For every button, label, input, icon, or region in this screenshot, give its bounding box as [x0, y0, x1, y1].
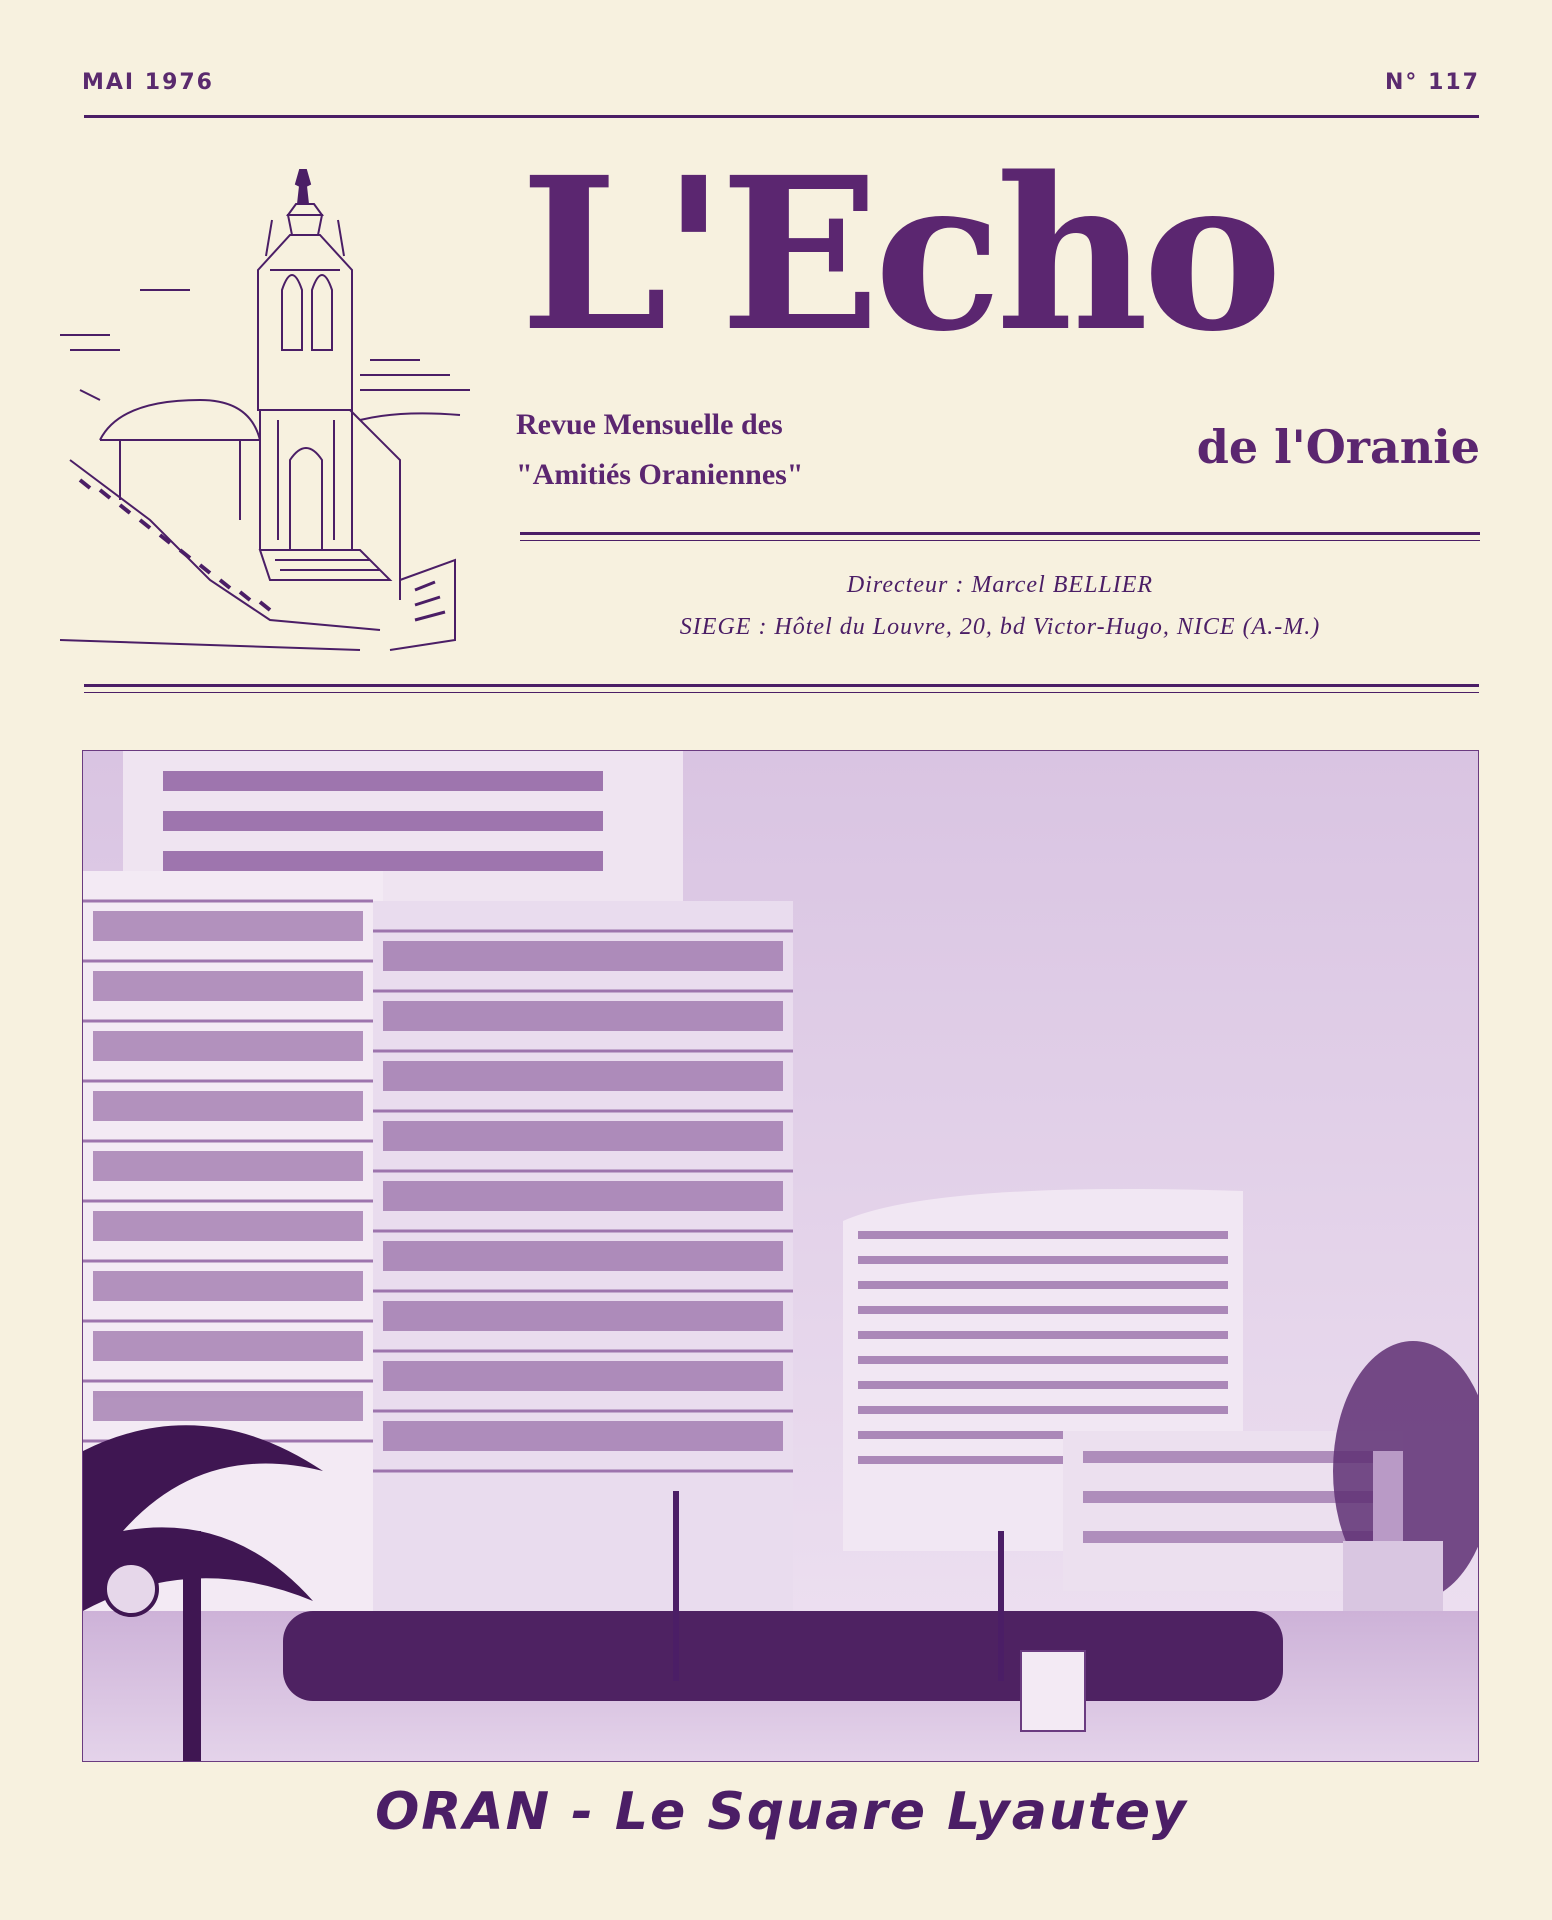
- subtitle-line-2: "Amitiés Oraniennes": [516, 458, 804, 491]
- top-rule: [84, 115, 1479, 118]
- masthead-rule-bottom: [520, 540, 1480, 541]
- header-rule-bottom: [84, 692, 1479, 693]
- masthead-rule-top: [520, 532, 1480, 535]
- seat-address-line: SIEGE : Hôtel du Louvre, 20, bd Victor-Hugo, NICE (A.-M.): [679, 614, 1321, 640]
- issue-date: MAI 1976: [82, 70, 214, 95]
- subtitle-line-1: Revue Mensuelle des: [516, 408, 783, 441]
- issue-number: N° 117: [1385, 70, 1480, 95]
- cover-caption: ORAN - Le Square Lyautey: [375, 1782, 1188, 1842]
- bell-tower-illustration: [60, 160, 480, 660]
- masthead-title-suffix: de l'Oranie: [1196, 420, 1480, 474]
- cover-photo-drawing: [83, 751, 1478, 1761]
- cover-photo: [82, 750, 1479, 1762]
- masthead-title: L'Echo: [520, 131, 1277, 378]
- header-rule-top: [84, 684, 1479, 687]
- director-line: Directeur : Marcel BELLIER: [846, 572, 1154, 598]
